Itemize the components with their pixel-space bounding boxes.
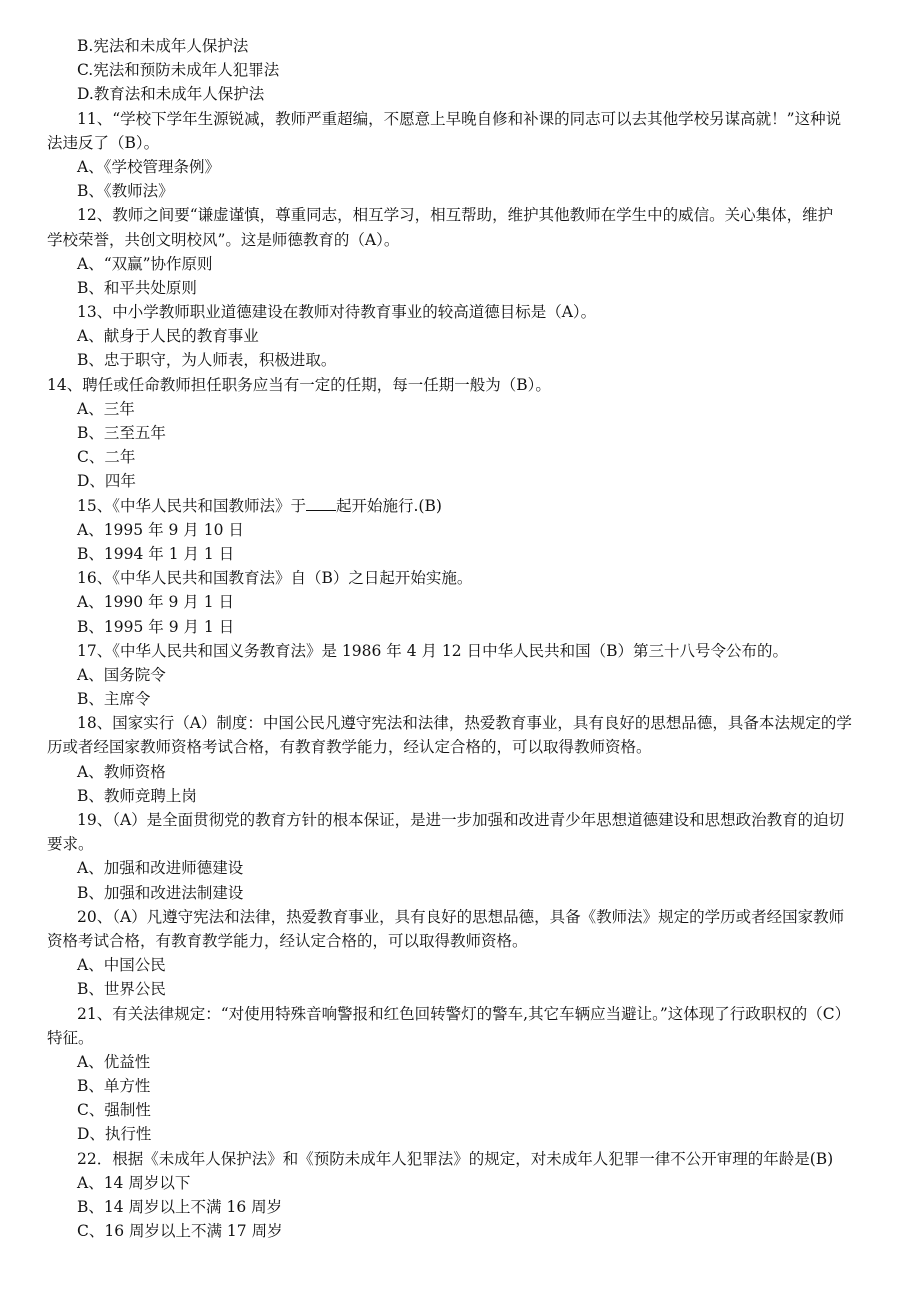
text-line: B、单方性 [77, 1077, 151, 1096]
text-line: A、中国公民 [77, 956, 166, 975]
question-21: 21、有关法律规定：“对使用特殊音响警报和红色回转警灯的警车,其它车辆应当避让。”这体现了行政职权的（C） [77, 1004, 851, 1023]
text-line: B、教师竞聘上岗 [77, 786, 197, 805]
text-line: D、执行性 [77, 1125, 152, 1144]
text-line: B、三至五年 [77, 424, 166, 442]
text-line: A、加强和改进师德建设 [77, 859, 244, 878]
text-line: B、《教师法》 [77, 182, 174, 201]
text-line: B、和平共处原则 [77, 278, 197, 297]
text-line: A、国务院令 [77, 665, 166, 684]
text-line: A、14 周岁以下 [77, 1173, 191, 1192]
text-line: A、1990 年 9 月 1 日 [77, 593, 234, 612]
text-line: A、教师资格 [77, 762, 166, 781]
text-line: A、献身于人民的教育事业 [77, 327, 259, 346]
text-line: B、1995 年 9 月 1 日 [77, 617, 235, 636]
text-line: 法违反了（B）。 [47, 133, 160, 152]
text-line: B、世界公民 [77, 980, 166, 999]
text-line: 资格考试合格，有教育教学能力，经认定合格的，可以取得教师资格。 [47, 931, 528, 950]
question-16: 16、《中华人民共和国教育法》自（B）之日起开始实施。 [77, 569, 473, 588]
text-line: A、1995 年 9 月 10 日 [77, 520, 244, 539]
text-line: B、忠于职守，为人师表，积极进取。 [77, 351, 337, 370]
text-line: C、强制性 [77, 1101, 151, 1120]
text-line: A、三年 [77, 399, 135, 418]
text-line: A、优益性 [77, 1052, 151, 1071]
question-14: 14、聘任或任命教师担任职务应当有一定的任期，每一任期一般为（B）。 [47, 375, 551, 394]
text-line: 学校荣誉，共创文明校风”。这是师德教育的（A）。 [47, 230, 400, 249]
question-20: 20、（A）凡遵守宪法和法律，热爱教育事业，具有良好的思想品德，具备《教师法》规定的学历或者经国家教师 [77, 907, 845, 926]
text-line: C.宪法和预防未成年人犯罪法 [77, 61, 280, 80]
text-line: C、二年 [77, 448, 136, 467]
fill-blank [306, 496, 336, 511]
question-18: 18、国家实行（A）制度：中国公民凡遵守宪法和法律，热爱教育事业，具有良好的思想品德，具备本法规定的学 [77, 714, 852, 733]
question-15-start: 15、《中华人民共和国教师法》于 [77, 496, 306, 515]
text-line: A、“双赢”协作原则 [77, 254, 213, 273]
text-line: B、1994 年 1 月 1 日 [77, 544, 235, 563]
question-12: 12、教师之间要“谦虚谨慎，尊重同志，相互学习，相互帮助，维护其他教师在学生中的威信。关心集体，维护 [77, 206, 834, 225]
text-line: D.教育法和未成年人保护法 [77, 85, 265, 104]
text-line: 特征。 [47, 1028, 94, 1047]
text-line: B、主席令 [77, 690, 151, 709]
question-15 [0, 494, 920, 518]
question-17: 17、《中华人民共和国义务教育法》是 1986 年 4 月 12 日中华人民共和国（B）第三十八号令公布的。 [77, 641, 788, 660]
text-line: D、四年 [77, 472, 136, 491]
text-line: B、加强和改进法制建设 [77, 883, 244, 902]
question-13: 13、中小学教师职业道德建设在教师对待教育事业的较高道德目标是（A）。 [77, 303, 597, 322]
document-page [0, 34, 920, 1243]
text-line: B、14 周岁以上不满 16 周岁 [77, 1198, 283, 1216]
question-11: 11、“学校下学年生源锐减，教师严重超编，不愿意上早晚自修和补课的同志可以去其他学校另谋高就！”这种说 [77, 109, 842, 128]
question-15-end: 起开始施行.(B) [335, 496, 442, 515]
text-line: B.宪法和未成年人保护法 [77, 37, 249, 55]
question-19: 19、（A）是全面贯彻党的教育方针的根本保证，是进一步加强和改进青少年思想道德建设和思想政治教育的迫切 [77, 811, 845, 829]
question-22: 22．根据《未成年人保护法》和《预防未成年人犯罪法》的规定，对未成年人犯罪一律不公开审理的年龄是(B) [77, 1149, 834, 1168]
text-line: 历或者经国家教师资格考试合格，有教育教学能力，经认定合格的，可以取得教师资格。 [47, 738, 652, 757]
text-line: A、《学校管理条例》 [77, 157, 220, 176]
text-line: 要求。 [47, 835, 94, 854]
text-line: C、16 周岁以上不满 17 周岁 [77, 1222, 283, 1241]
